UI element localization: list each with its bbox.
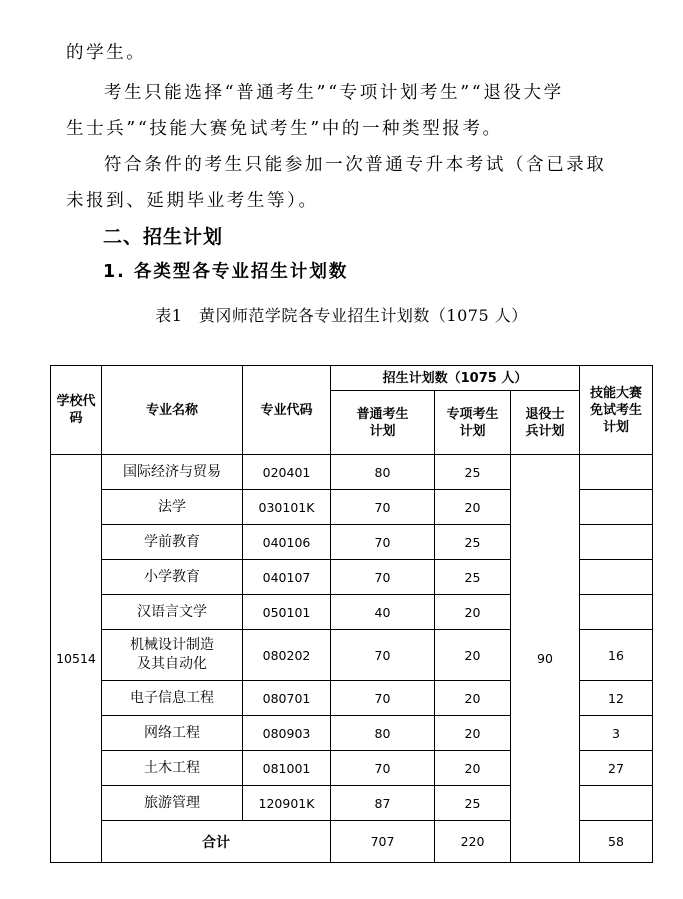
regular-plan-cell: 40: [331, 595, 435, 630]
special-plan-cell: 20: [435, 681, 511, 716]
regular-plan-cell: 70: [331, 681, 435, 716]
header-regular: 普通考生计划: [331, 391, 435, 455]
special-plan-cell: 25: [435, 455, 511, 490]
veteran-plan-cell: 90: [511, 455, 580, 863]
paragraph-eligibility: [66, 147, 626, 219]
special-plan-cell: 20: [435, 630, 511, 681]
regular-plan-cell: 70: [331, 751, 435, 786]
table-header-row: [51, 366, 653, 391]
regular-plan-cell: 70: [331, 560, 435, 595]
regular-plan-cell: 70: [331, 630, 435, 681]
header-veteran: 退役士兵计划: [511, 391, 580, 455]
regular-plan-cell: 70: [331, 525, 435, 560]
skills-plan-cell: [580, 595, 653, 630]
paragraph-line: 符合条件的考生只能参加一次普通专升本考试（含已录取: [104, 155, 607, 175]
regular-plan-cell: 80: [331, 455, 435, 490]
paragraph-exam-type: [66, 75, 626, 147]
regular-plan-cell: 87: [331, 786, 435, 821]
major-name-cell: 网络工程: [102, 716, 243, 751]
skills-plan-cell: [580, 455, 653, 490]
paragraph-continuation: [66, 35, 626, 71]
major-name-cell: 学前教育: [102, 525, 243, 560]
paragraph-line: 未报到、延期毕业考生等）。: [66, 191, 319, 211]
total-label-cell: 合计: [102, 821, 331, 863]
special-plan-cell: 20: [435, 595, 511, 630]
major-name-cell: 土木工程: [102, 751, 243, 786]
special-plan-cell: 25: [435, 560, 511, 595]
paragraph-line: 生士兵”“技能大赛免试考生”中的一种类型报考。: [66, 119, 503, 139]
major-code-cell: 040106: [243, 525, 331, 560]
special-plan-cell: 20: [435, 716, 511, 751]
skills-plan-cell: 27: [580, 751, 653, 786]
header-major-code: 专业代码: [243, 366, 331, 455]
major-code-cell: 020401: [243, 455, 331, 490]
major-code-cell: 080701: [243, 681, 331, 716]
table-caption: 表1 黄冈师范学院各专业招生计划数（1075 人）: [155, 306, 528, 325]
major-name-cell: 小学教育: [102, 560, 243, 595]
skills-plan-cell: [580, 560, 653, 595]
skills-plan-cell: 16: [580, 630, 653, 681]
enrollment-plan-table: [50, 365, 653, 863]
header-special: 专项考生计划: [435, 391, 511, 455]
major-code-cell: 081001: [243, 751, 331, 786]
total-regular-cell: 707: [331, 821, 435, 863]
special-plan-cell: 25: [435, 786, 511, 821]
regular-plan-cell: 80: [331, 716, 435, 751]
header-major-name: 专业名称: [102, 366, 243, 455]
regular-plan-cell: 70: [331, 490, 435, 525]
total-special-cell: 220: [435, 821, 511, 863]
paragraph-line: 的学生。: [66, 43, 147, 63]
skills-plan-cell: [580, 490, 653, 525]
skills-plan-cell: [580, 786, 653, 821]
paragraph-line: 考生只能选择“普通考生”“专项计划考生”“退役大学: [104, 83, 564, 103]
special-plan-cell: 20: [435, 751, 511, 786]
header-plan-group: 招生计划数（1075 人）: [331, 366, 580, 391]
major-code-cell: 080202: [243, 630, 331, 681]
header-skills: 技能大赛免试考生计划: [580, 366, 653, 455]
major-code-cell: 080903: [243, 716, 331, 751]
school-code-cell: 10514: [51, 455, 102, 863]
major-code-cell: 120901K: [243, 786, 331, 821]
total-skills-cell: 58: [580, 821, 653, 863]
major-name-cell: 旅游管理: [102, 786, 243, 821]
section-heading: 二、招生计划: [103, 226, 224, 248]
major-name-cell: 电子信息工程: [102, 681, 243, 716]
subsection-heading: 1. 各类型各专业招生计划数: [103, 262, 349, 282]
major-code-cell: 030101K: [243, 490, 331, 525]
major-name-cell: 国际经济与贸易: [102, 455, 243, 490]
major-name-cell: 法学: [102, 490, 243, 525]
major-code-cell: 040107: [243, 560, 331, 595]
table-row: [51, 455, 653, 490]
header-school-code: 学校代码: [51, 366, 102, 455]
special-plan-cell: 20: [435, 490, 511, 525]
skills-plan-cell: 12: [580, 681, 653, 716]
major-code-cell: 050101: [243, 595, 331, 630]
special-plan-cell: 25: [435, 525, 511, 560]
skills-plan-cell: 3: [580, 716, 653, 751]
skills-plan-cell: [580, 525, 653, 560]
major-name-cell: 汉语言文学: [102, 595, 243, 630]
major-name-cell: 机械设计制造及其自动化: [102, 630, 243, 681]
